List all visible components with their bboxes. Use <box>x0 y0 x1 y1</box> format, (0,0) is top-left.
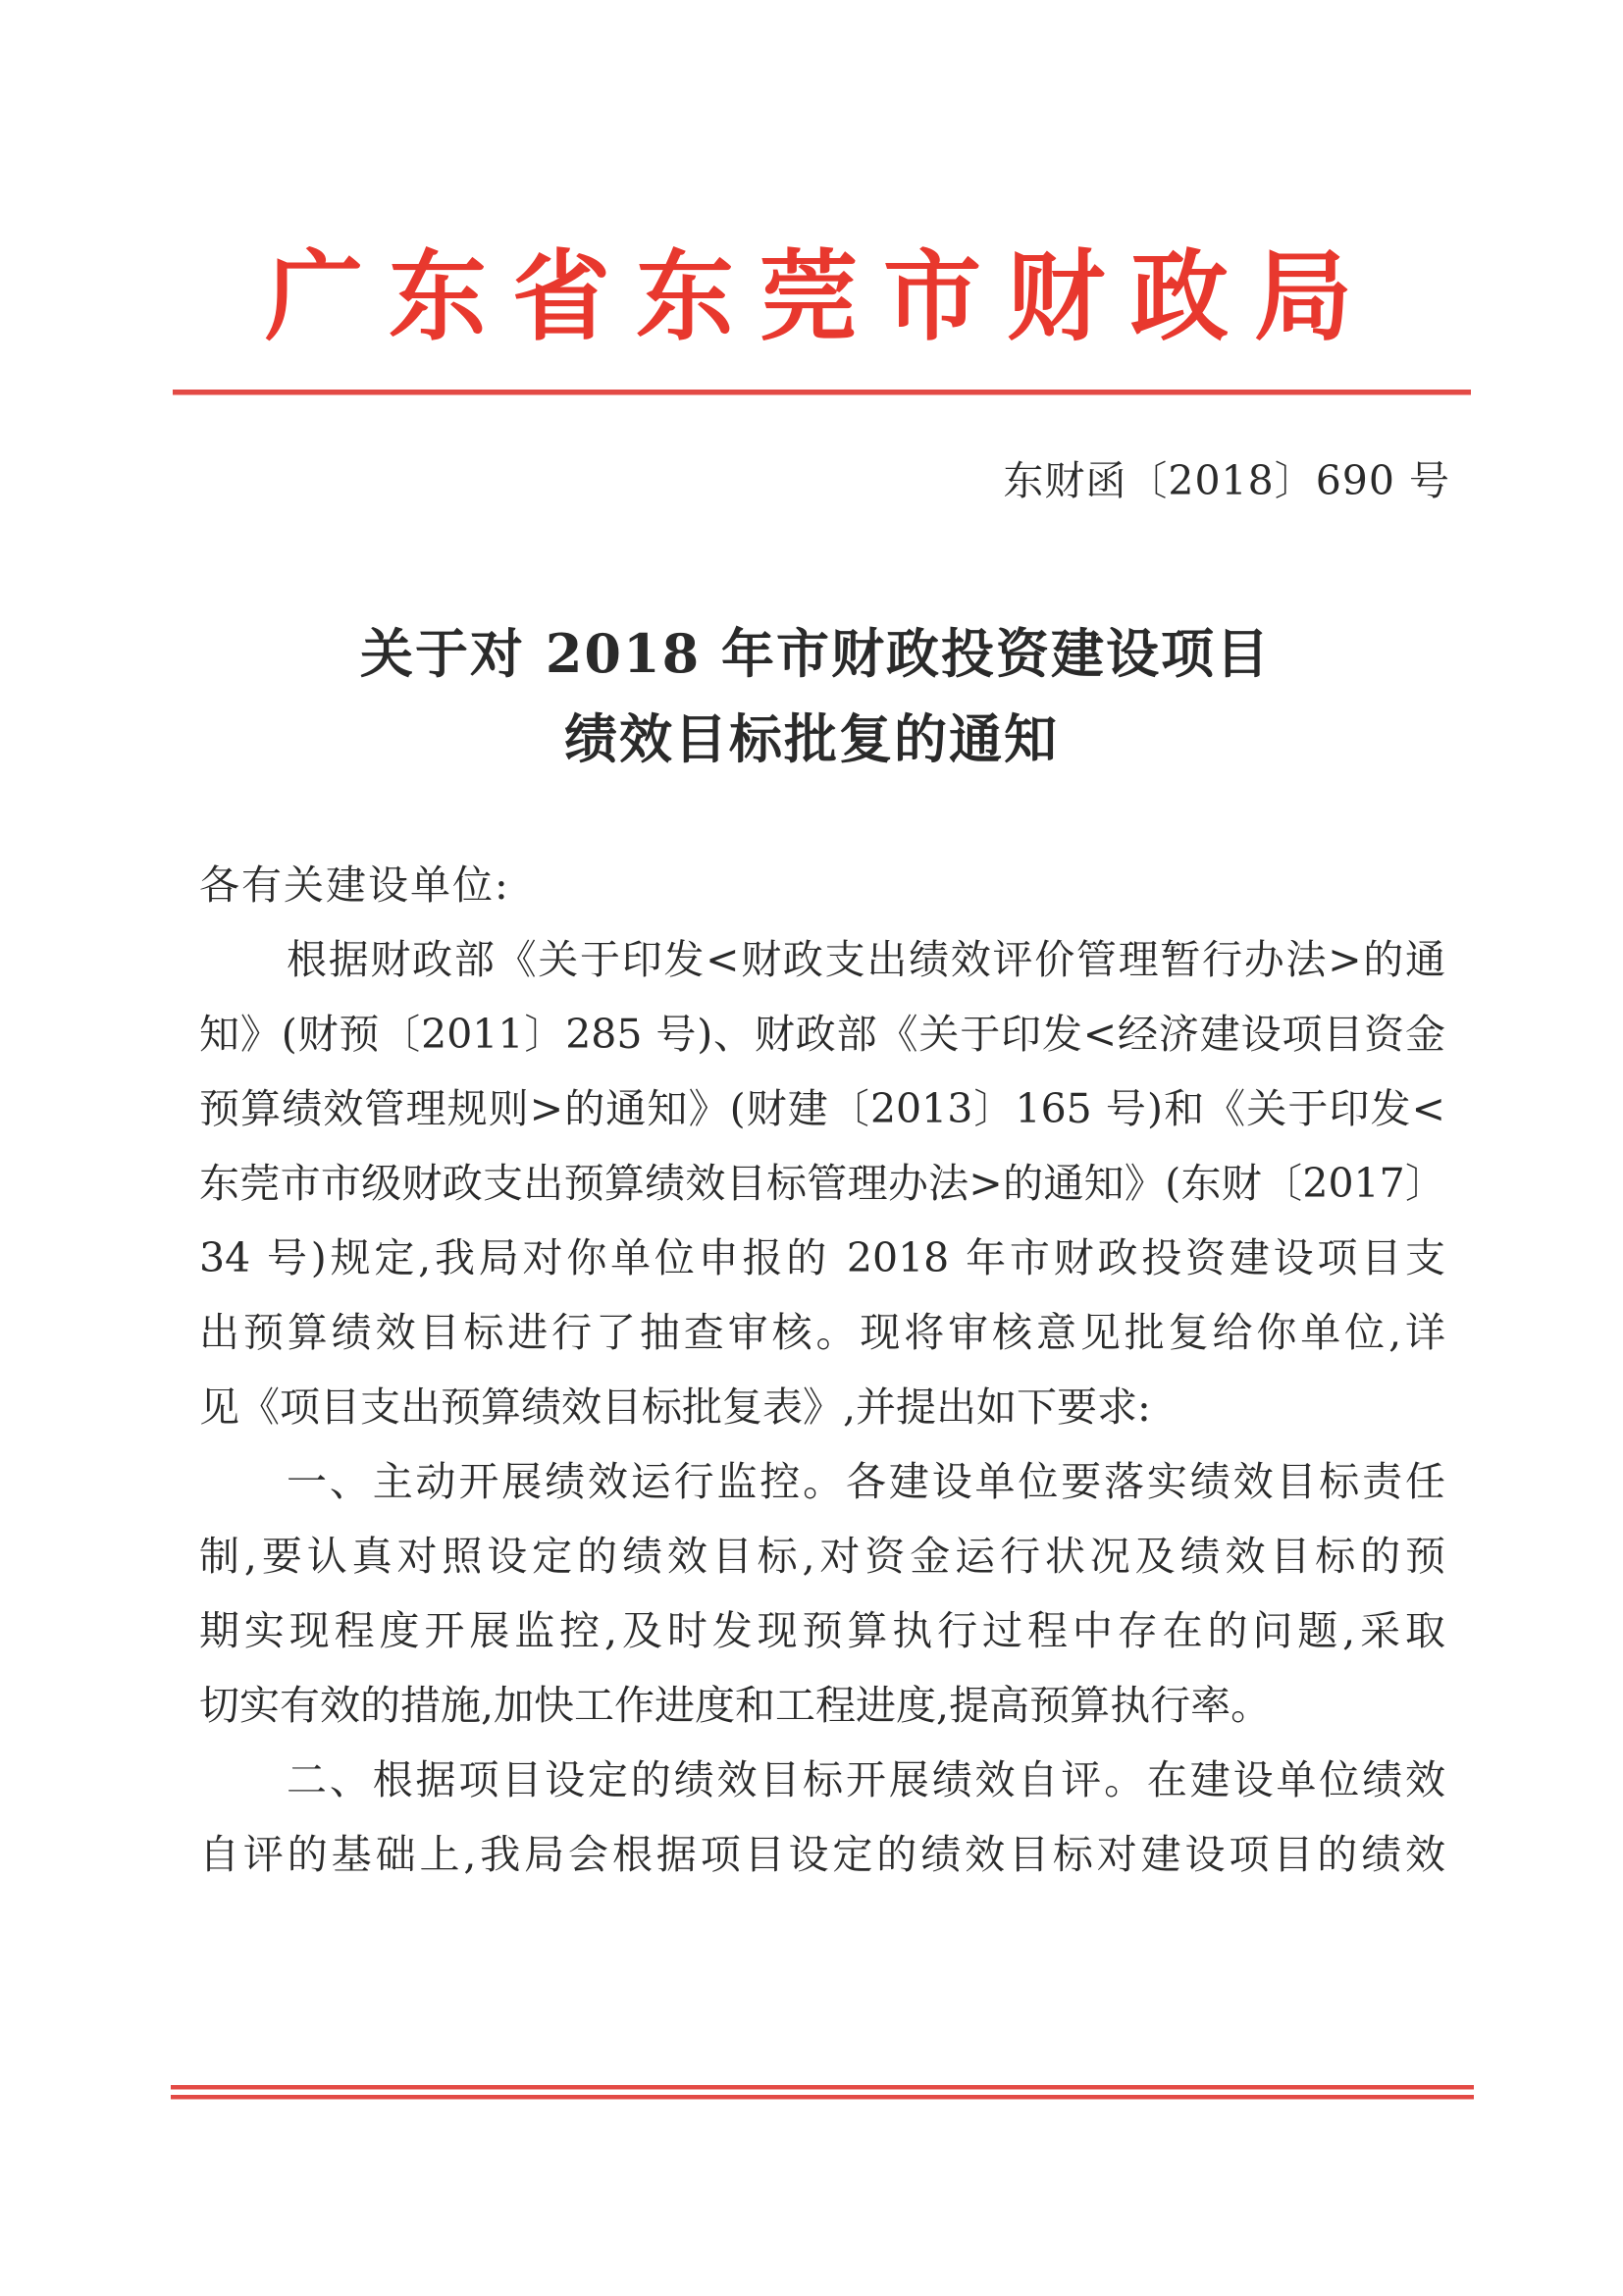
body-paragraph-1-line: 见《项目支出预算绩效目标批复表》,并提出如下要求: <box>199 1383 1151 1431</box>
body-paragraph-2-line: 制,要认真对照设定的绩效目标,对资金运行状况及绩效目标的预 <box>199 1533 1445 1580</box>
salutation: 各有关建设单位: <box>199 861 510 909</box>
footer-divider-rule <box>171 2085 1474 2089</box>
body-paragraph-3-line: 二、根据项目设定的绩效目标开展绩效自评。在建设单位绩效 <box>287 1756 1445 1803</box>
body-paragraph-2-line: 一、主动开展绩效运行监控。各建设单位要落实绩效目标责任 <box>287 1458 1445 1505</box>
body-paragraph-2-line: 切实有效的措施,加快工作进度和工程进度,提高预算执行率。 <box>199 1682 1272 1729</box>
body-paragraph-1-line: 知》(财预〔2011〕285 号)、财政部《关于印发<经济建设项目资金 <box>199 1011 1445 1058</box>
document-title-line-2: 绩效目标批复的通知 <box>564 707 1059 770</box>
body-paragraph-2-line: 期实现程度开展监控,及时发现预算执行过程中存在的问题,采取 <box>199 1607 1445 1654</box>
body-paragraph-1-line: 东莞市市级财政支出预算绩效目标管理办法>的通知》(东财〔2017〕 <box>199 1160 1445 1207</box>
body-paragraph-1-line: 预算绩效管理规则>的通知》(财建〔2013〕165 号)和《关于印发< <box>199 1085 1445 1132</box>
issuing-authority-header: 广东省东莞市财政局 <box>265 239 1378 354</box>
body-paragraph-3-line: 自评的基础上,我局会根据项目设定的绩效目标对建设项目的绩效 <box>199 1831 1445 1878</box>
body-paragraph-1-line: 34 号)规定,我局对你单位申报的 2018 年市财政投资建设项目支 <box>199 1234 1445 1281</box>
document-number: 东财函〔2018〕690 号 <box>1003 457 1450 504</box>
document-title-line-1: 关于对 2018 年市财政投资建设项目 <box>360 622 1271 685</box>
footer-divider-rule <box>171 2095 1474 2099</box>
body-paragraph-1-line: 出预算绩效目标进行了抽查审核。现将审核意见批复给你单位,详 <box>199 1309 1445 1356</box>
body-paragraph-1-line: 根据财政部《关于印发<财政支出绩效评价管理暂行办法>的通 <box>287 936 1445 983</box>
header-divider-rule <box>173 390 1471 394</box>
